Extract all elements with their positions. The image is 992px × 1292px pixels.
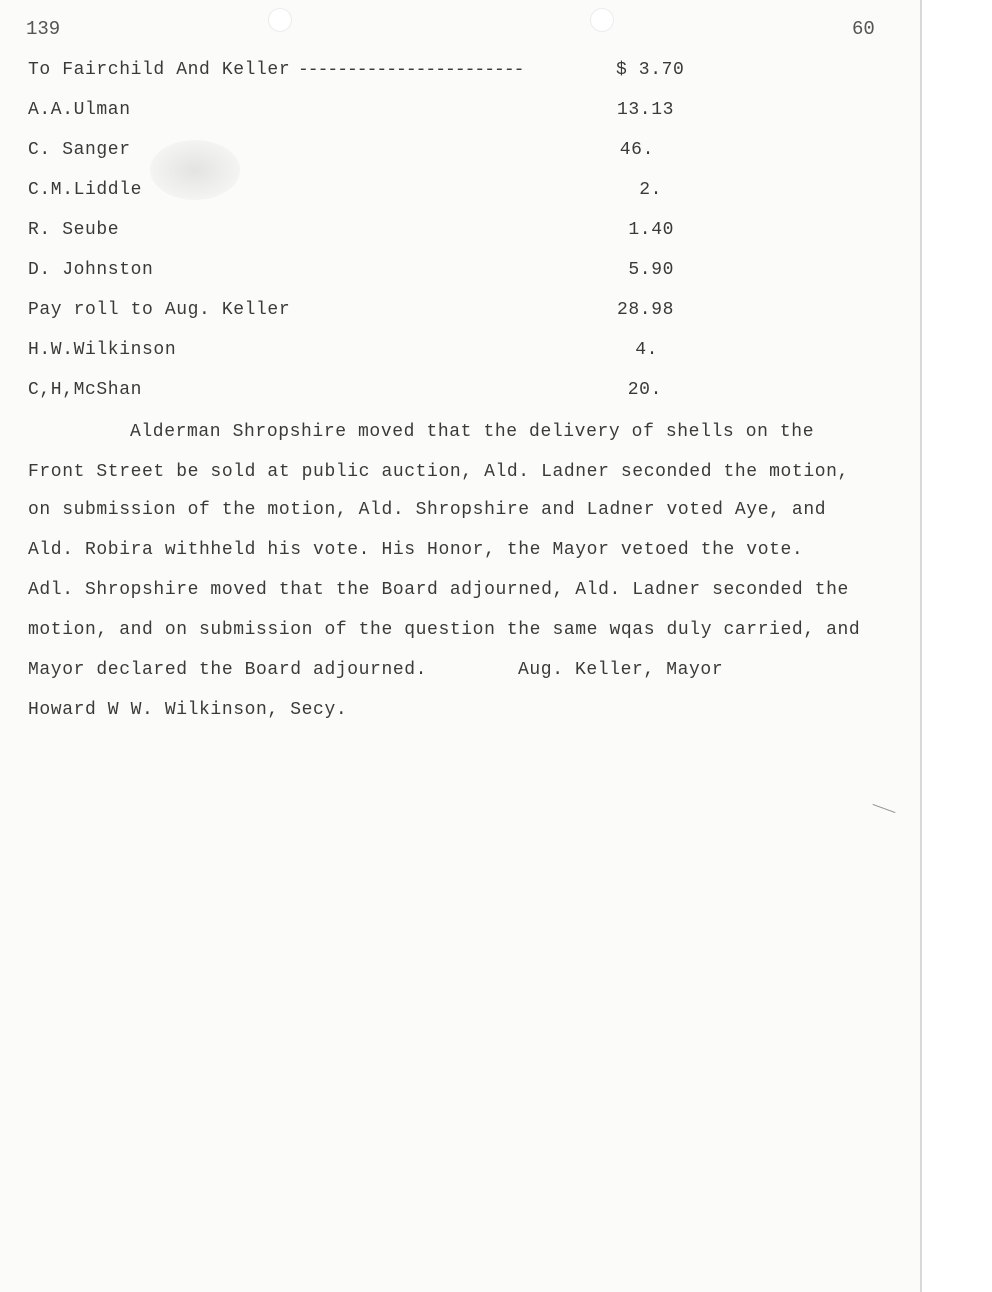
payment-amount: 2. (639, 180, 662, 200)
ledger-row (28, 300, 688, 328)
minutes-line: Front Street be sold at public auction, Ald. Ladner seconded the motion, (28, 462, 849, 482)
ledger-row (28, 140, 688, 168)
payee-name: A.A.Ulman (28, 100, 131, 120)
ledger-row (28, 340, 688, 368)
page-number-left: 139 (26, 18, 61, 40)
payment-amount: 20. (627, 380, 662, 400)
ledger-row (28, 220, 688, 248)
minutes-line: Adl. Shropshire moved that the Board adjourned, Ald. Ladner seconded the (28, 580, 849, 600)
mayor-signature: Aug. Keller, Mayor (518, 660, 724, 680)
payee-name: C. Sanger (28, 140, 131, 160)
payment-amount: 28.98 (616, 300, 674, 320)
stray-mark (873, 804, 896, 813)
payment-amount: 46. (619, 140, 654, 160)
payment-amount: 4. (635, 340, 658, 360)
payee-name: C,H,McShan (28, 380, 143, 400)
payment-amount: 13.13 (616, 100, 674, 120)
payee-name: C.M.Liddle (28, 180, 143, 200)
minutes-line: Mayor declared the Board adjourned. (28, 660, 428, 680)
minutes-line: Alderman Shropshire moved that the delivery of shells on the (130, 422, 815, 442)
secretary-signature: Howard W W. Wilkinson, Secy. (28, 700, 348, 720)
ledger-row (28, 180, 688, 208)
ledger-row (28, 60, 688, 88)
minutes-line: Ald. Robira withheld his vote. His Honor, the Mayor vetoed the vote. (28, 540, 804, 560)
payee-name: To Fairchild And Keller (28, 60, 291, 80)
ledger-row (28, 100, 688, 128)
ledger-row (28, 380, 688, 408)
payee-name: H.W.Wilkinson (28, 340, 177, 360)
payment-amount: 5.90 (628, 260, 674, 280)
minutes-line: on submission of the motion, Ald. Shropshire and Ladner voted Aye, and (28, 500, 827, 520)
payment-amount: 1.40 (628, 220, 674, 240)
page-number-right: 60 (852, 18, 875, 40)
payee-name: R. Seube (28, 220, 120, 240)
punch-hole-left (268, 8, 292, 32)
ledger-row (28, 260, 688, 288)
payment-amount: $ 3.70 (616, 60, 685, 80)
dash-leader: ----------------------- (298, 60, 524, 80)
payee-name: D. Johnston (28, 260, 154, 280)
page-edge (920, 0, 922, 1292)
payee-name: Pay roll to Aug. Keller (28, 300, 291, 320)
punch-hole-right (590, 8, 614, 32)
minutes-line: motion, and on submission of the question the same wqas duly carried, and (28, 620, 861, 640)
